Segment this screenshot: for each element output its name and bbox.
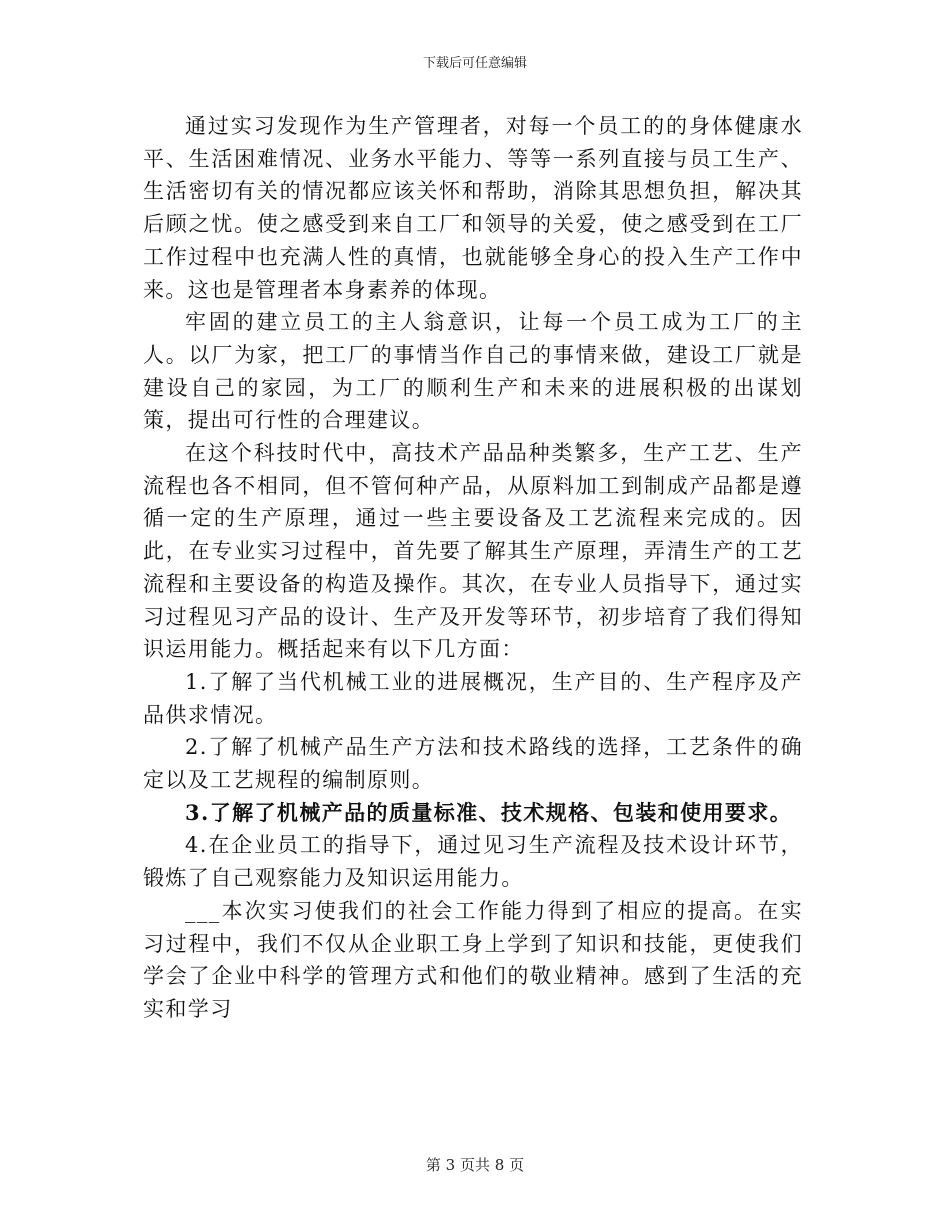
list-item-1: 1.了解了当代机械工业的进展概况，生产目的、生产程序及产品供求情况。 xyxy=(143,669,803,727)
list-item-3: 3.了解了机械产品的质量标准、技术规格、包装和使用要求。 xyxy=(185,799,793,825)
page-number-footer: 第 3 页共 8 页 xyxy=(425,1156,525,1174)
paragraph-production-principles: 在这个科技时代中，高技术产品品种类繁多，生产工艺、生产流程也各不相同，但不管何种产品，从原料加工到制成产品都是遵循一定的生产原理，通过一些主要设备及工艺流程来完成的。因此，在专业实习过程中，首先要了解其生产原理，弄清生产的工艺流程和主要设备的构造及操作。其次，在专业人员指导下，通过实习过程见习产品的设计、生产及开发等环节，初步培育了我们得知识运用能力。概括起来有以下几方面： xyxy=(143,441,803,662)
page-header: 下载后可任意编辑 xyxy=(422,56,527,71)
document-body xyxy=(143,110,803,1026)
list-item-2: 2.了解了机械产品生产方法和技术路线的选择，工艺条件的确定以及工艺规程的编制原则。 xyxy=(143,735,803,793)
paragraph-internship-summary: ___本次实习使我们的社会工作能力得到了相应的提高。在实习过程中，我们不仅从企业职工身上学到了知识和技能，更使我们学会了企业中科学的管理方式和他们的敬业精神。感到了生活的充实和学习 xyxy=(143,898,803,1021)
list-item-4: 4.在企业员工的指导下，通过见习生产流程及技术设计环节，锻炼了自己观察能力及知识运用能力。 xyxy=(143,833,803,891)
paragraph-management-care: 通过实习发现作为生产管理者，对每一个员工的的身体健康水平、生活困难情况、业务水平能力、等等一系列直接与员工生产、生活密切有关的情况都应该关怀和帮助，消除其思想负担，解决其后顾之忧。使之感受到来自工厂和领导的关爱，使之感受到在工厂工作过程中也充满人性的真情，也就能够全身心的投入生产工作中来。这也是管理者本身素养的体现。 xyxy=(143,114,803,302)
paragraph-ownership-awareness: 牢固的建立员工的主人翁意识，让每一个员工成为工厂的主人。以厂为家，把工厂的事情当作自己的事情来做，建设工厂就是建设自己的家园，为工厂的顺利生产和未来的进展积极的出谋划策，提出可行性的合理建议。 xyxy=(143,310,803,433)
